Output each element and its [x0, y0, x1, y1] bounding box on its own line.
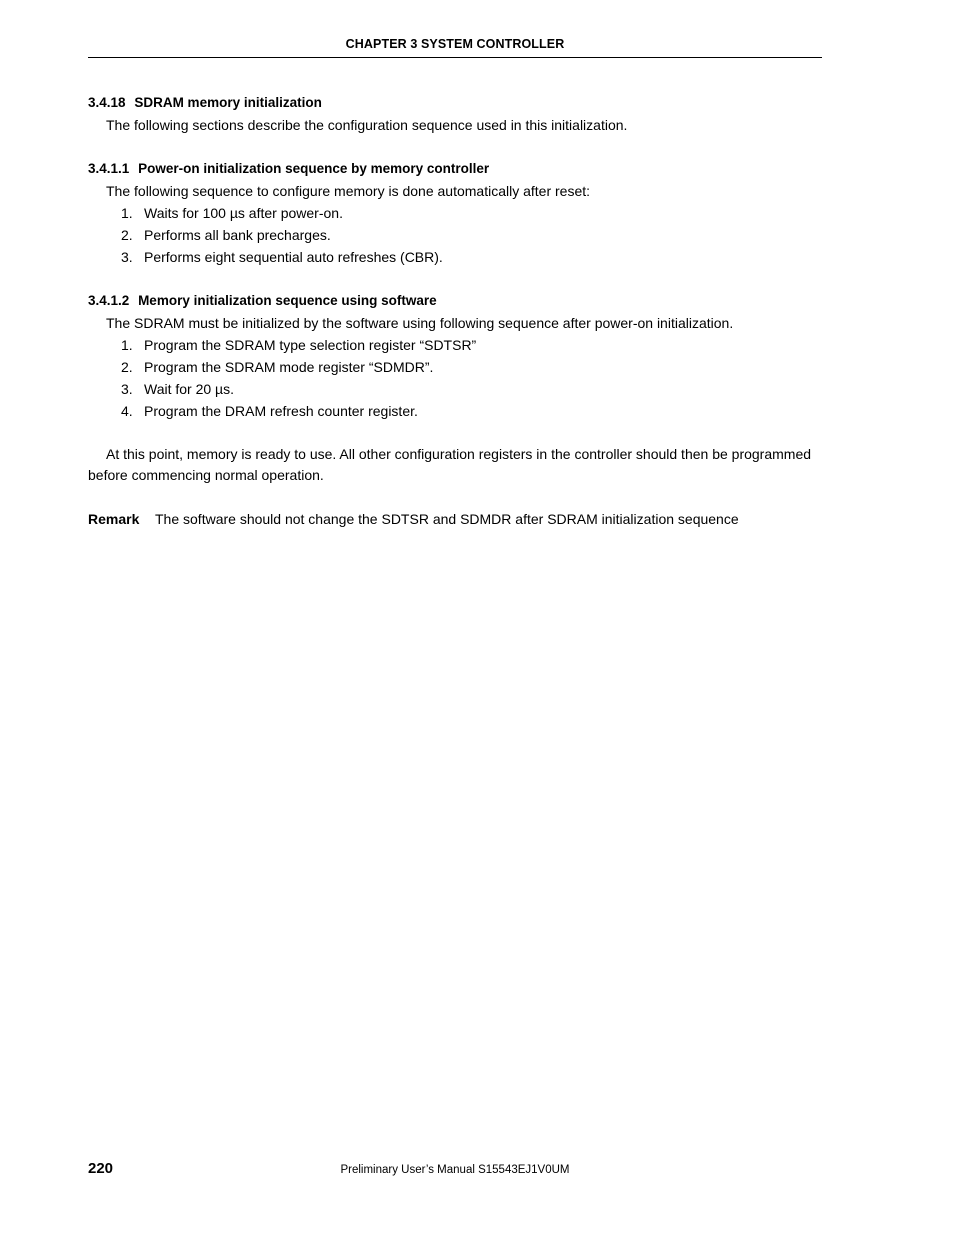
list-item-text: Performs all bank precharges.	[144, 227, 331, 243]
list-item-text: Program the DRAM refresh counter register.	[144, 403, 418, 419]
section-title: Power-on initialization sequence by memory controller	[138, 161, 490, 176]
chapter-header: CHAPTER 3 SYSTEM CONTROLLER	[345, 37, 565, 51]
list-item	[88, 224, 828, 246]
list-item-number: 1.	[121, 337, 133, 353]
list-item	[88, 378, 828, 400]
section-number: 3.4.1.2	[88, 293, 130, 308]
section-heading-3-4-1-1	[88, 158, 828, 180]
section-heading-3-4-18	[88, 92, 828, 114]
spacer	[88, 136, 828, 158]
section-intro: The SDRAM must be initialized by the software using following sequence after power-on initialization.	[106, 315, 734, 331]
section-title: SDRAM memory initialization	[134, 95, 322, 110]
section-number: 3.4.1.1	[88, 161, 130, 176]
list-item	[88, 400, 828, 422]
header-divider	[88, 57, 822, 58]
list-item	[88, 334, 828, 356]
list-item-number: 3.	[121, 249, 133, 265]
section-intro: The following sequence to configure memory is done automatically after reset:	[106, 183, 591, 199]
list-item-text: Waits for 100 µs after power-on.	[144, 205, 343, 221]
section-number: 3.4.18	[88, 95, 126, 110]
remark	[88, 508, 828, 530]
section-title: Memory initialization sequence using software	[138, 293, 437, 308]
list-item	[88, 202, 828, 224]
page-content	[88, 92, 828, 530]
footer-manual-id: Preliminary User’s Manual S15543EJ1V0UM	[340, 1164, 570, 1176]
list-item-number: 4.	[121, 403, 133, 419]
list-item-text: Program the SDRAM mode register “SDMDR”.	[144, 359, 434, 375]
list-item-number: 2.	[121, 227, 133, 243]
list-item-number: 1.	[121, 205, 133, 221]
list-item-text: Program the SDRAM type selection register “SDTSR”	[144, 337, 477, 353]
remark-text: The software should not change the SDTSR and SDMDR after SDRAM initialization sequence	[155, 511, 739, 527]
spacer	[88, 422, 828, 444]
remark-label: Remark	[88, 511, 140, 527]
section-heading-3-4-1-2	[88, 290, 828, 312]
list-item-number: 3.	[121, 381, 133, 397]
power-on-steps-list	[88, 202, 828, 268]
list-item-number: 2.	[121, 359, 133, 375]
list-item-text: Performs eight sequential auto refreshes (CBR).	[144, 249, 443, 265]
software-init-steps-list	[88, 334, 828, 422]
list-item	[88, 246, 828, 268]
spacer	[88, 268, 828, 290]
list-item-text: Wait for 20 µs.	[144, 381, 235, 397]
page-number: 220	[88, 1160, 114, 1177]
closing-paragraph: At this point, memory is ready to use. All other configuration registers in the controller should then be programmed before commencing normal operation.	[88, 446, 812, 483]
list-item	[88, 356, 828, 378]
spacer	[88, 486, 828, 508]
section-intro: The following sections describe the configuration sequence used in this initialization.	[106, 117, 628, 133]
